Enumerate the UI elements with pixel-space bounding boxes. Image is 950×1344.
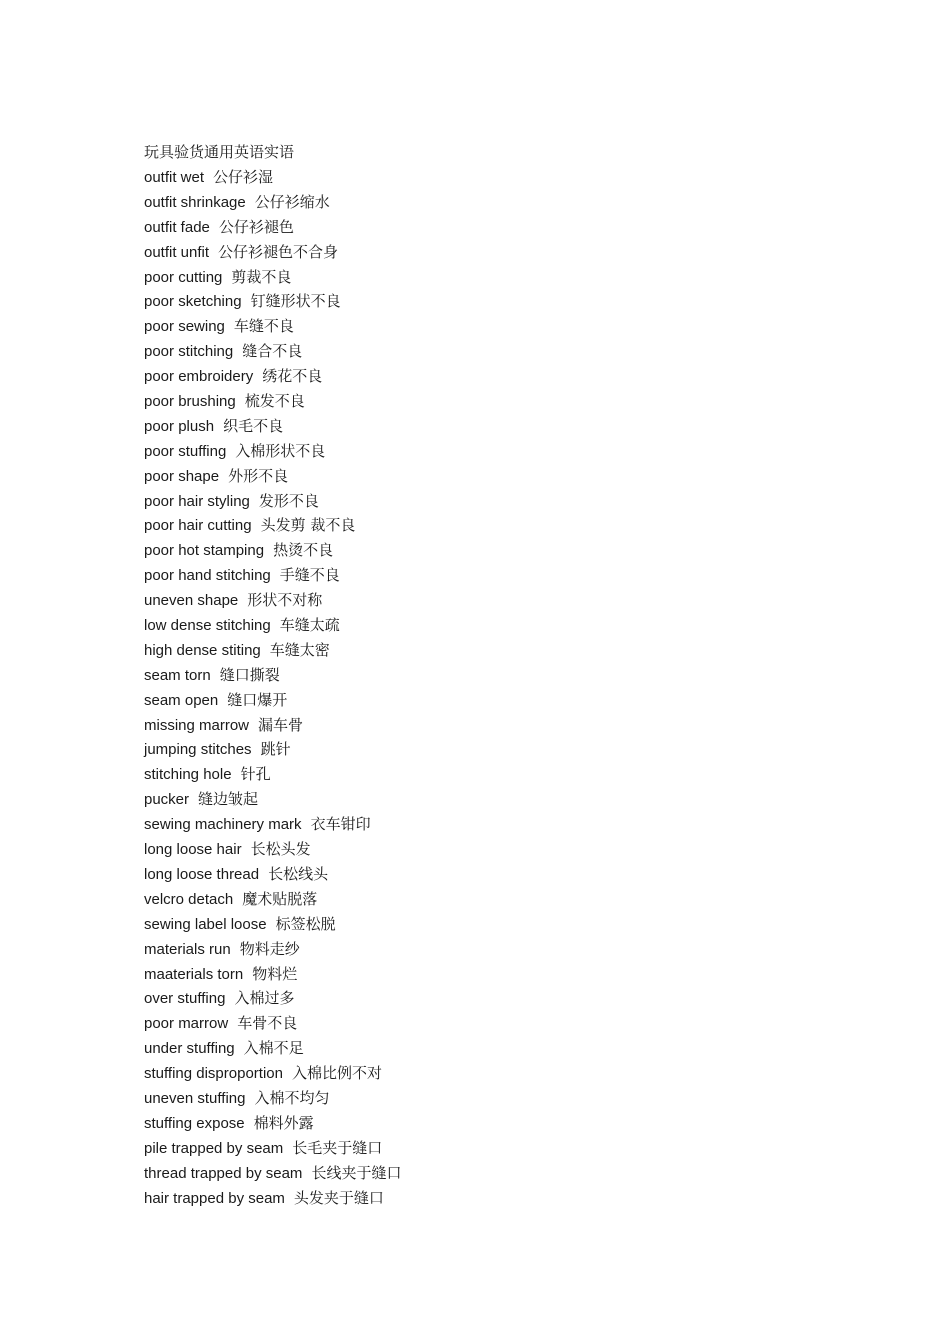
english-term: poor hot stamping [144,542,265,560]
glossary-entry [144,986,844,1011]
english-term: thread trapped by seam [144,1164,303,1182]
glossary-entry [144,737,844,762]
english-term: poor shape [144,467,220,485]
chinese-term: 车缝太疏 [279,616,340,635]
english-term: long loose hair [144,841,242,859]
chinese-term: 车缝不良 [233,317,294,336]
glossary-entry [144,1161,844,1186]
english-term: poor brushing [144,393,236,411]
english-term: velcro detach [144,890,234,908]
english-term: over stuffing [144,990,226,1008]
glossary-entry [144,339,844,364]
chinese-term: 入棉不均匀 [254,1088,330,1107]
chinese-term: 公仔衫湿 [213,168,274,186]
english-term: hair trapped by seam [144,1189,285,1207]
glossary-entry [144,414,844,439]
glossary-entry [144,713,844,738]
glossary-entry [144,464,844,489]
glossary-entry [144,563,844,588]
chinese-term: 长松线头 [268,864,329,883]
chinese-term: 入棉形状不良 [235,441,326,460]
glossary-entry [144,364,844,389]
glossary-entry [144,1111,844,1136]
glossary-entry [144,688,844,713]
chinese-term: 公仔衫褪色不合身 [218,242,339,261]
english-term: sewing label loose [144,915,267,933]
english-term: seam open [144,691,219,709]
glossary-entry [144,862,844,887]
glossary-entry [144,638,844,663]
english-term: pucker [144,791,190,809]
chinese-term: 钉缝形状不良 [250,292,341,311]
glossary-entry [144,887,844,912]
english-term: missing marrow [144,716,250,734]
english-term: materials run [144,940,231,958]
english-term: poor sewing [144,318,225,336]
chinese-term: 头发剪 裁不良 [260,516,356,535]
english-term: stuffing expose [144,1114,245,1132]
english-term: outfit fade [144,218,210,236]
chinese-term: 车骨不良 [237,1014,298,1033]
glossary-entry [144,1086,844,1111]
glossary-entry [144,489,844,514]
glossary-entry [144,289,844,314]
glossary-entry [144,588,844,613]
chinese-term: 热烫不良 [273,541,334,560]
glossary-entry [144,937,844,962]
english-term: poor marrow [144,1015,229,1033]
chinese-term: 织毛不良 [223,416,284,435]
chinese-term: 缝口撕裂 [219,665,280,684]
chinese-term: 绣花不良 [262,367,323,386]
english-term: outfit wet [144,169,205,186]
english-term: poor embroidery [144,368,254,386]
chinese-term: 缝合不良 [242,342,303,361]
english-term: stitching hole [144,766,232,784]
chinese-term: 魔术贴脱落 [242,889,318,908]
chinese-term: 衣车钳印 [310,815,371,834]
english-term: pile trapped by seam [144,1139,284,1157]
glossary-entry [144,1036,844,1061]
english-term: high dense stiting [144,641,261,659]
glossary-entry [144,389,844,414]
chinese-term: 缝口爆开 [227,690,288,709]
english-term: poor stitching [144,343,234,361]
chinese-term: 物料烂 [252,964,298,983]
chinese-term: 头发夹于缝口 [293,1188,384,1207]
english-term: uneven shape [144,592,239,610]
english-term: seam torn [144,666,211,684]
glossary-entry [144,1061,844,1086]
chinese-term: 长毛夹于缝口 [292,1138,383,1157]
glossary-entry [144,513,844,538]
glossary-entry [144,240,844,265]
english-term: maaterials torn [144,965,244,983]
glossary-entry [144,165,844,190]
english-term: long loose thread [144,865,260,883]
glossary-entry [144,1186,844,1211]
glossary-entry [144,837,844,862]
chinese-term: 缝边皱起 [198,790,259,809]
glossary-entry [144,190,844,215]
glossary-entry [144,787,844,812]
english-term: outfit shrinkage [144,193,246,211]
glossary-entry [144,439,844,464]
english-term: under stuffing [144,1040,235,1058]
glossary-entry [144,663,844,688]
glossary-entry [144,1011,844,1036]
english-term: outfit unfit [144,243,210,261]
glossary-entry [144,912,844,937]
chinese-term: 入棉过多 [234,989,295,1008]
glossary-entry [144,812,844,837]
chinese-term: 物料走纱 [239,939,300,958]
chinese-term: 针孔 [240,765,271,784]
chinese-term: 漏车骨 [258,715,304,734]
chinese-term: 手缝不良 [279,566,340,585]
english-term: jumping stitches [144,741,252,759]
glossary-entry [144,1136,844,1161]
chinese-term: 长松头发 [250,840,311,859]
english-term: poor plush [144,417,215,435]
chinese-term: 车缝太密 [269,640,330,659]
document-body [144,140,844,1210]
english-term: stuffing disproportion [144,1065,283,1083]
chinese-term: 长线夹于缝口 [311,1163,402,1182]
english-term: poor cutting [144,268,223,286]
english-term: poor stuffing [144,442,227,460]
glossary-entry [144,962,844,987]
glossary-entry [144,215,844,240]
chinese-term: 入棉比例不对 [291,1064,382,1083]
glossary-entry [144,265,844,290]
chinese-term: 棉料外露 [253,1113,314,1132]
chinese-term: 梳发不良 [244,392,305,411]
english-term: poor sketching [144,293,242,311]
english-term: low dense stitching [144,617,271,635]
chinese-term: 公仔衫缩水 [254,192,330,211]
english-term: poor hair styling [144,492,250,510]
chinese-term: 外形不良 [228,466,289,485]
chinese-term: 标签松脱 [275,914,336,933]
glossary-list [144,165,844,1210]
chinese-term: 入棉不足 [243,1039,304,1058]
chinese-term: 形状不对称 [247,591,323,610]
chinese-term: 公仔衫褪色 [218,217,294,236]
glossary-entry [144,613,844,638]
english-term: uneven stuffing [144,1089,246,1107]
english-term: poor hand stitching [144,567,271,585]
chinese-term: 跳针 [260,740,291,759]
english-term: poor hair cutting [144,517,252,535]
glossary-entry [144,314,844,339]
document-title: 玩具验货通用英语实语 [144,143,295,161]
glossary-entry [144,538,844,563]
english-term: sewing machinery mark [144,816,302,834]
chinese-term: 发形不良 [258,491,319,510]
glossary-entry [144,762,844,787]
chinese-term: 剪裁不良 [231,267,292,286]
